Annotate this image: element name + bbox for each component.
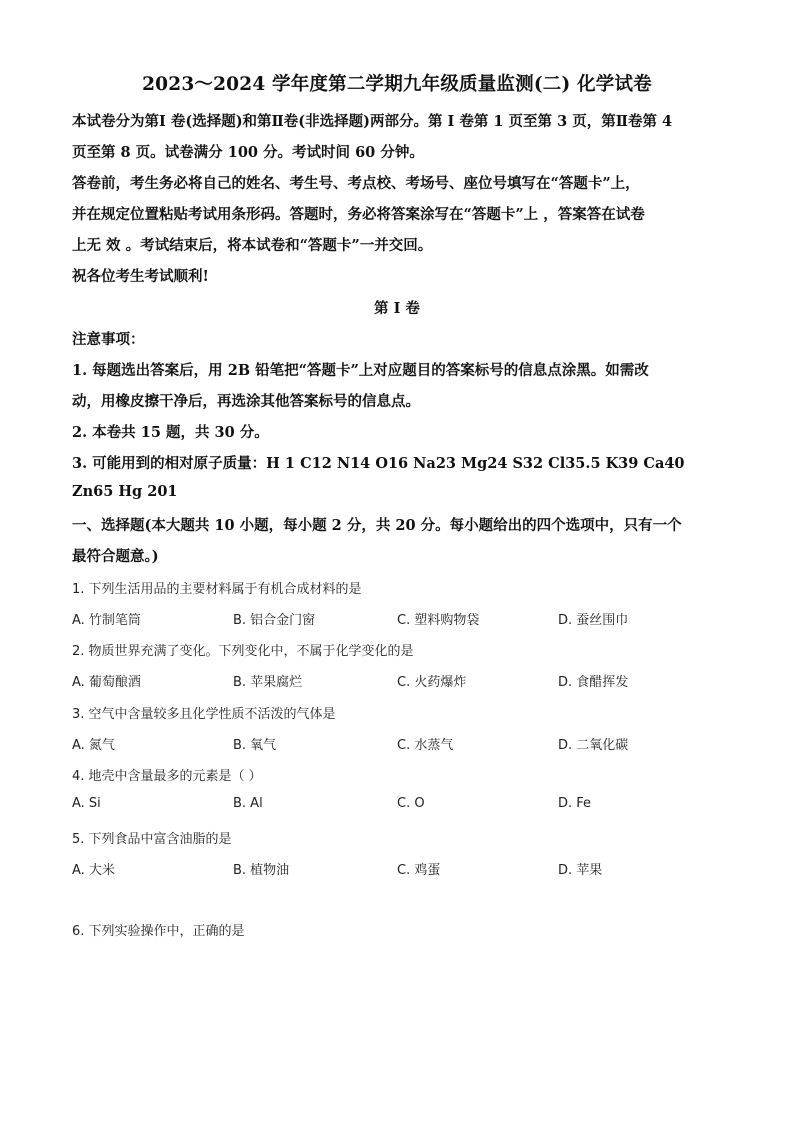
- intro-line-5: 上无 效 。考试结束后，将本试卷和“答题卡”一并交回。: [72, 237, 433, 254]
- notes-line-4: 3. 可能用到的相对原子质量：H 1 C12 N14 O16 Na23 Mg24 S32 Cl35.5 K39 Ca40: [72, 455, 685, 472]
- option-c: C. O: [397, 796, 425, 811]
- option-d: D. 食醋挥发: [558, 675, 629, 690]
- question-options: [72, 734, 752, 754]
- option-b: B. 苹果腐烂: [233, 675, 303, 690]
- option-a: A. 竹制笔筒: [72, 613, 141, 628]
- option-b: B. 氧气: [233, 738, 277, 753]
- option-c: C. 水蒸气: [397, 738, 454, 753]
- question-stem: 3. 空气中含量较多且化学性质不活泼的气体是: [72, 707, 336, 722]
- option-d: D. 二氧化碳: [558, 738, 629, 753]
- option-d: D. 蚕丝围巾: [558, 613, 629, 628]
- option-b: B. 铝合金门窗: [233, 613, 316, 628]
- question-options: [72, 671, 752, 691]
- option-b: B. 植物油: [233, 863, 290, 878]
- intro-line-1: 本试卷分为第Ⅰ 卷(选择题)和第Ⅱ卷(非选择题)两部分。第 Ⅰ 卷第 1 页至第 3 页，第Ⅱ卷第 4: [72, 113, 673, 130]
- intro-line-3: 答卷前，考生务必将自己的姓名、考生号、考点校、考场号、座位号填写在“答题卡”上，: [72, 175, 640, 192]
- question-options: [72, 796, 752, 816]
- notes-line-2: 动，用橡皮擦干净后，再选涂其他答案标号的信息点。: [72, 393, 420, 410]
- question-stem: 2. 物质世界充满了变化。下列变化中，不属于化学变化的是: [72, 644, 414, 659]
- intro-line-4: 并在规定位置粘贴考试用条形码。答题时，务必将答案涂写在“答题卡”上 ，答案答在试卷: [72, 206, 645, 223]
- notes-line-3: 2. 本卷共 15 题，共 30 分。: [72, 424, 269, 441]
- intro-line-2: 页至第 8 页。试卷满分 100 分。考试时间 60 分钟。: [72, 144, 424, 161]
- question-stem: 1. 下列生活用品的主要材料属于有机合成材料的是: [72, 582, 362, 597]
- question-stem: 4. 地壳中含量最多的元素是（ ）: [72, 769, 262, 784]
- option-d: D. 苹果: [558, 863, 603, 878]
- section-heading-1: 一、选择题(本大题共 10 小题，每小题 2 分，共 20 分。每小题给出的四个选项中，只有一个: [72, 517, 682, 534]
- notes-line-5: Zn65 Hg 201: [72, 483, 178, 500]
- question-stem: 5. 下列食品中富含油脂的是: [72, 832, 232, 847]
- option-c: C. 鸡蛋: [397, 863, 441, 878]
- option-c: C. 火药爆炸: [397, 675, 467, 690]
- option-c: C. 塑料购物袋: [397, 613, 480, 628]
- option-a: A. 大米: [72, 863, 115, 878]
- intro-line-6: 祝各位考生考试顺利!: [72, 268, 209, 285]
- notes-line-1: 1. 每题选出答案后，用 2B 铅笔把“答题卡”上对应题目的答案标号的信息点涂黑。如需改: [72, 362, 649, 379]
- option-a: A. 氮气: [72, 738, 115, 753]
- part-title: 第 Ⅰ 卷: [374, 300, 420, 317]
- exam-title: 2023～2024 学年度第二学期九年级质量监测(二) 化学试卷: [142, 74, 652, 95]
- notes-heading: 注意事项：: [72, 331, 145, 348]
- option-a: A. Si: [72, 796, 101, 811]
- option-d: D. Fe: [558, 796, 592, 811]
- option-b: B. Al: [233, 796, 263, 811]
- option-a: A. 葡萄酿酒: [72, 675, 141, 690]
- question-options: [72, 859, 752, 879]
- question-stem: 6. 下列实验操作中，正确的是: [72, 924, 245, 939]
- question-options: [72, 609, 752, 629]
- section-heading-2: 最符合题意。): [72, 548, 159, 565]
